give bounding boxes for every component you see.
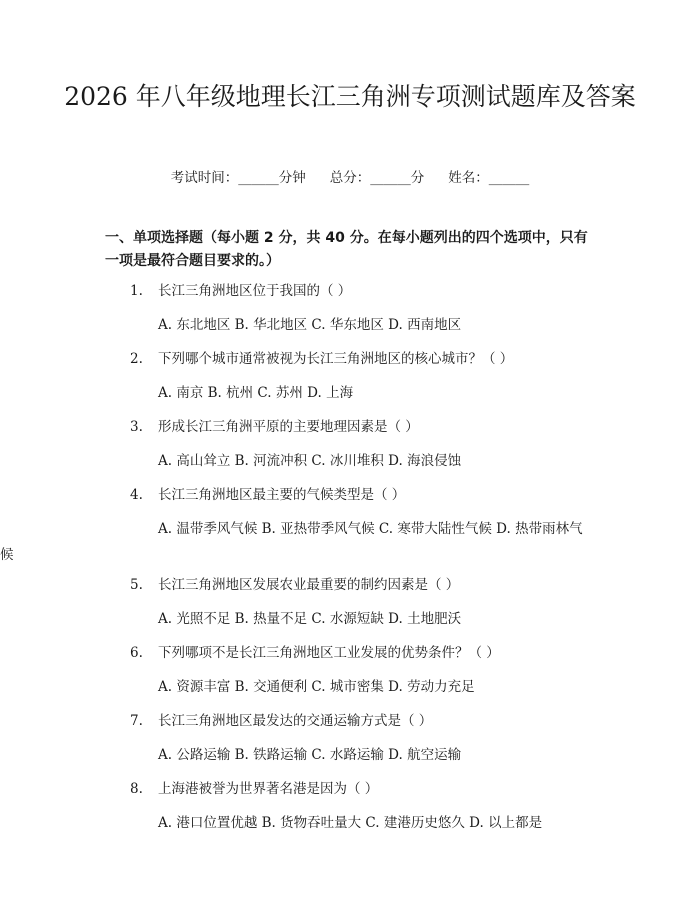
question-stem: 下列哪个城市通常被视为长江三角洲地区的核心城市？（ ） [158,351,514,367]
question-item [0,346,700,410]
question-item [0,708,700,772]
question-options: A. 东北地区 B. 华北地区 C. 华东地区 D. 西南地区 [158,317,462,333]
question-options: A. 资源丰富 B. 交通便利 C. 城市密集 D. 劳动力充足 [158,679,475,695]
question-options: A. 高山耸立 B. 河流冲积 C. 冰川堆积 D. 海浪侵蚀 [158,453,462,469]
question-options: A. 南京 B. 杭州 C. 苏州 D. 上海 [158,385,354,401]
question-item [0,278,700,342]
question-list [0,278,700,844]
question-options: A. 港口位置优越 B. 货物吞吐量大 C. 建港历史悠久 D. 以上都是 [158,815,543,831]
exam-meta [0,168,700,188]
document-title: 2026 年八年级地理长江三角洲专项测试题库及答案 [64,82,636,111]
exam-time-field: 考试时间：______分钟 [170,170,306,186]
question-item [0,640,700,704]
question-number: 1. [130,283,143,299]
student-name-field: 姓名：______ [448,170,530,186]
question-stem: 长江三角洲地区发展农业最重要的制约因素是（ ） [158,577,460,593]
question-stem: 上海港被誉为世界著名港是因为（ ） [158,781,379,797]
question-stem: 长江三角洲地区位于我国的（ ） [158,283,352,299]
question-number: 4. [130,487,143,503]
question-number: 7. [130,713,143,729]
question-number: 2. [130,351,143,367]
question-stem: 长江三角洲地区最发达的交通运输方式是（ ） [158,713,433,729]
question-stem: 形成长江三角洲平原的主要地理因素是（ ） [158,419,419,435]
question-options: A. 光照不足 B. 热量不足 C. 水源短缺 D. 土地肥沃 [158,611,462,627]
question-item [0,482,700,568]
question-item [0,572,700,636]
question-number: 3. [130,419,143,435]
question-number: 5. [130,577,143,593]
question-stem: 长江三角洲地区最主要的气候类型是（ ） [158,487,406,503]
section-title: 一、单项选择题（每小题 2 分，共 40 分。在每小题列出的四个选项中，只有一项是最符合题目要求的。） [105,230,588,269]
question-number: 8. [130,781,143,797]
question-options: A. 温带季风气候 B. 亚热带季风气候 C. 寒带大陆性气候 D. 热带雨林气候 [0,521,583,563]
question-item [0,776,700,840]
question-options: A. 公路运输 B. 铁路运输 C. 水路运输 D. 航空运输 [158,747,462,763]
question-item [0,414,700,478]
question-number: 6. [130,645,143,661]
total-score-field: 总分：______分 [329,170,425,186]
question-stem: 下列哪项不是长江三角洲地区工业发展的优势条件？（ ） [158,645,500,661]
